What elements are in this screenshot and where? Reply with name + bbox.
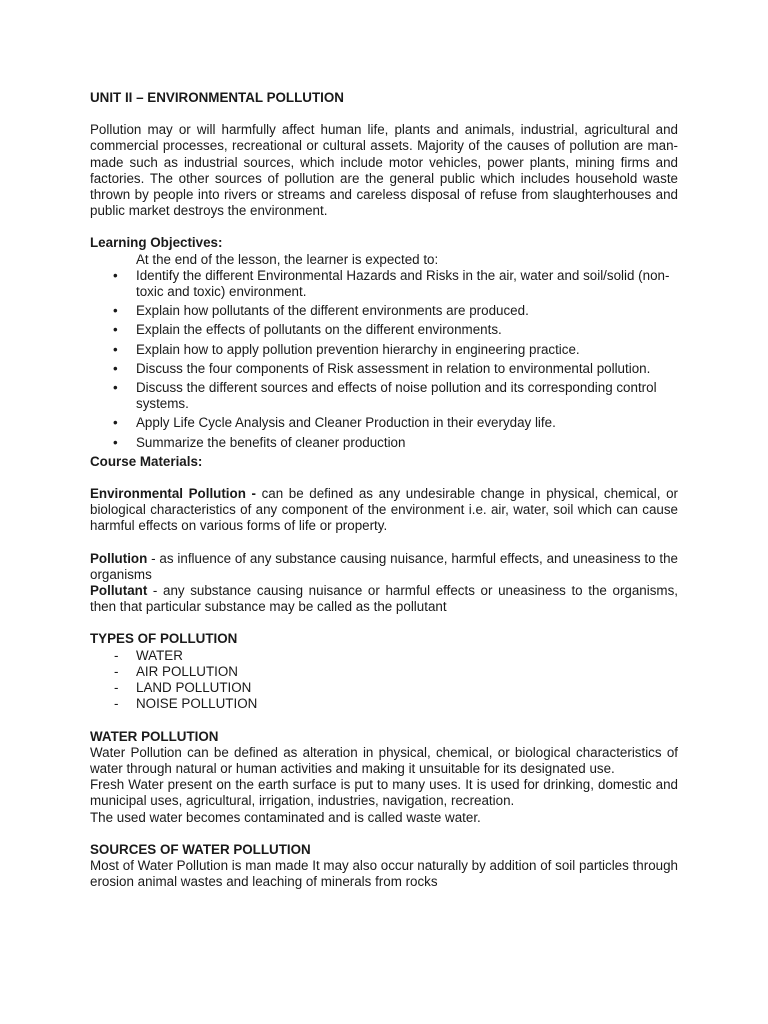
types-of-pollution-heading: TYPES OF POLLUTION	[90, 631, 238, 647]
bullet-icon: •	[113, 360, 118, 376]
bullet-icon: •	[113, 380, 118, 396]
objective-text: Explain the effects of pollutants on the different environments.	[136, 322, 502, 338]
list-item	[90, 435, 678, 451]
dash-icon: -	[114, 696, 119, 712]
objective-text: Discuss the different sources and effects of noise pollution and its corresponding control systems.	[136, 380, 657, 412]
term-pollutant: Pollutant	[90, 583, 148, 599]
document-page	[90, 90, 678, 890]
water-pollution-paragraph-1: Water Pollution can be defined as alteration in physical, chemical, or biological characteristics of water through natural or human activities and making it unsuitable for its designated use.	[90, 744, 678, 776]
bullet-icon: •	[113, 267, 118, 283]
list-item	[90, 696, 678, 712]
environmental-pollution-definition	[90, 486, 678, 535]
list-item	[90, 342, 678, 358]
bullet-icon: •	[113, 434, 118, 450]
intro-paragraph: Pollution may or will harmfully affect human life, plants and animals, industrial, agricultural and commercial processes, recreational or cultural assets. Majority of the causes of pollution are man-made such as industrial sources, which include motor vehicles, power plants, mining firms and factories. The other sources of pollution are the general public which includes household waste thrown by people into rivers or streams and careless disposal of refuse from slaughterhouses and public market destroys the environment.	[90, 122, 678, 219]
list-item	[90, 380, 678, 412]
bullet-icon: •	[113, 415, 118, 431]
definition-text: - any substance causing nuisance or harmful effects or uneasiness to the organisms, then that particular substance may be called as the pollutant	[90, 583, 678, 615]
dash-icon: -	[114, 647, 119, 663]
list-item	[90, 680, 678, 696]
term-environmental-pollution: Environmental Pollution -	[90, 486, 256, 502]
objective-text: Identify the different Environmental Hazards and Risks in the air, water and soil/solid (non-toxic and toxic) environment.	[136, 267, 670, 300]
document-title: UNIT II – ENVIRONMENTAL POLLUTION	[90, 90, 344, 105]
list-item	[90, 303, 678, 319]
bullet-icon: •	[113, 303, 118, 319]
objective-text: Summarize the benefits of cleaner production	[136, 434, 406, 450]
learning-objectives-list	[90, 268, 678, 451]
objective-text: Apply Life Cycle Analysis and Cleaner Production in their everyday life.	[136, 415, 556, 431]
list-item	[90, 322, 678, 338]
list-item	[90, 648, 678, 664]
list-item	[90, 268, 678, 300]
bullet-icon: •	[113, 322, 118, 338]
learning-objectives-heading: Learning Objectives:	[90, 235, 223, 251]
course-materials-heading: Course Materials:	[90, 453, 203, 469]
types-of-pollution-list	[90, 648, 678, 713]
water-pollution-paragraph-2: Fresh Water present on the earth surface is put to many uses. It is used for drinking, domestic and municipal uses, agricultural, irrigation, industries, navigation, recreation.	[90, 777, 678, 809]
dash-icon: -	[114, 663, 119, 679]
bullet-icon: •	[113, 341, 118, 357]
objective-text: Explain how to apply pollution prevention hierarchy in engineering practice.	[136, 341, 580, 357]
water-pollution-paragraph-3: The used water becomes contaminated and is called waste water.	[90, 809, 481, 825]
sources-of-water-pollution-heading: SOURCES OF WATER POLLUTION	[90, 841, 311, 857]
list-item	[90, 664, 678, 680]
water-pollution-heading: WATER POLLUTION	[90, 728, 219, 744]
pollution-type: WATER	[136, 647, 183, 663]
definition-text: can be defined as any undesirable change in physical, chemical, or biological characteristics of any component of the environment i.e. air, water, soil which can cause harmful effects on various forms of life or property.	[90, 486, 678, 534]
sources-of-water-pollution-paragraph: Most of Water Pollution is man made It may also occur naturally by addition of soil particles through erosion animal wastes and leaching of minerals from rocks	[90, 857, 678, 890]
pollution-type: NOISE POLLUTION	[136, 696, 258, 712]
list-item	[90, 415, 678, 431]
term-pollution: Pollution	[90, 550, 148, 566]
objective-text: Discuss the four components of Risk assessment in relation to environmental pollution.	[136, 360, 651, 376]
list-item	[90, 361, 678, 377]
definition-text: - as influence of any substance causing nuisance, harmful effects, and uneasiness to the organisms	[90, 550, 678, 582]
pollution-type: AIR POLLUTION	[136, 663, 238, 679]
objective-text: Explain how pollutants of the different environments are produced.	[136, 303, 529, 319]
dash-icon: -	[114, 680, 119, 696]
pollution-definition	[90, 551, 678, 583]
pollution-type: LAND POLLUTION	[136, 680, 252, 696]
learning-objectives-intro: At the end of the lesson, the learner is expected to:	[136, 251, 439, 267]
pollutant-definition	[90, 583, 678, 615]
